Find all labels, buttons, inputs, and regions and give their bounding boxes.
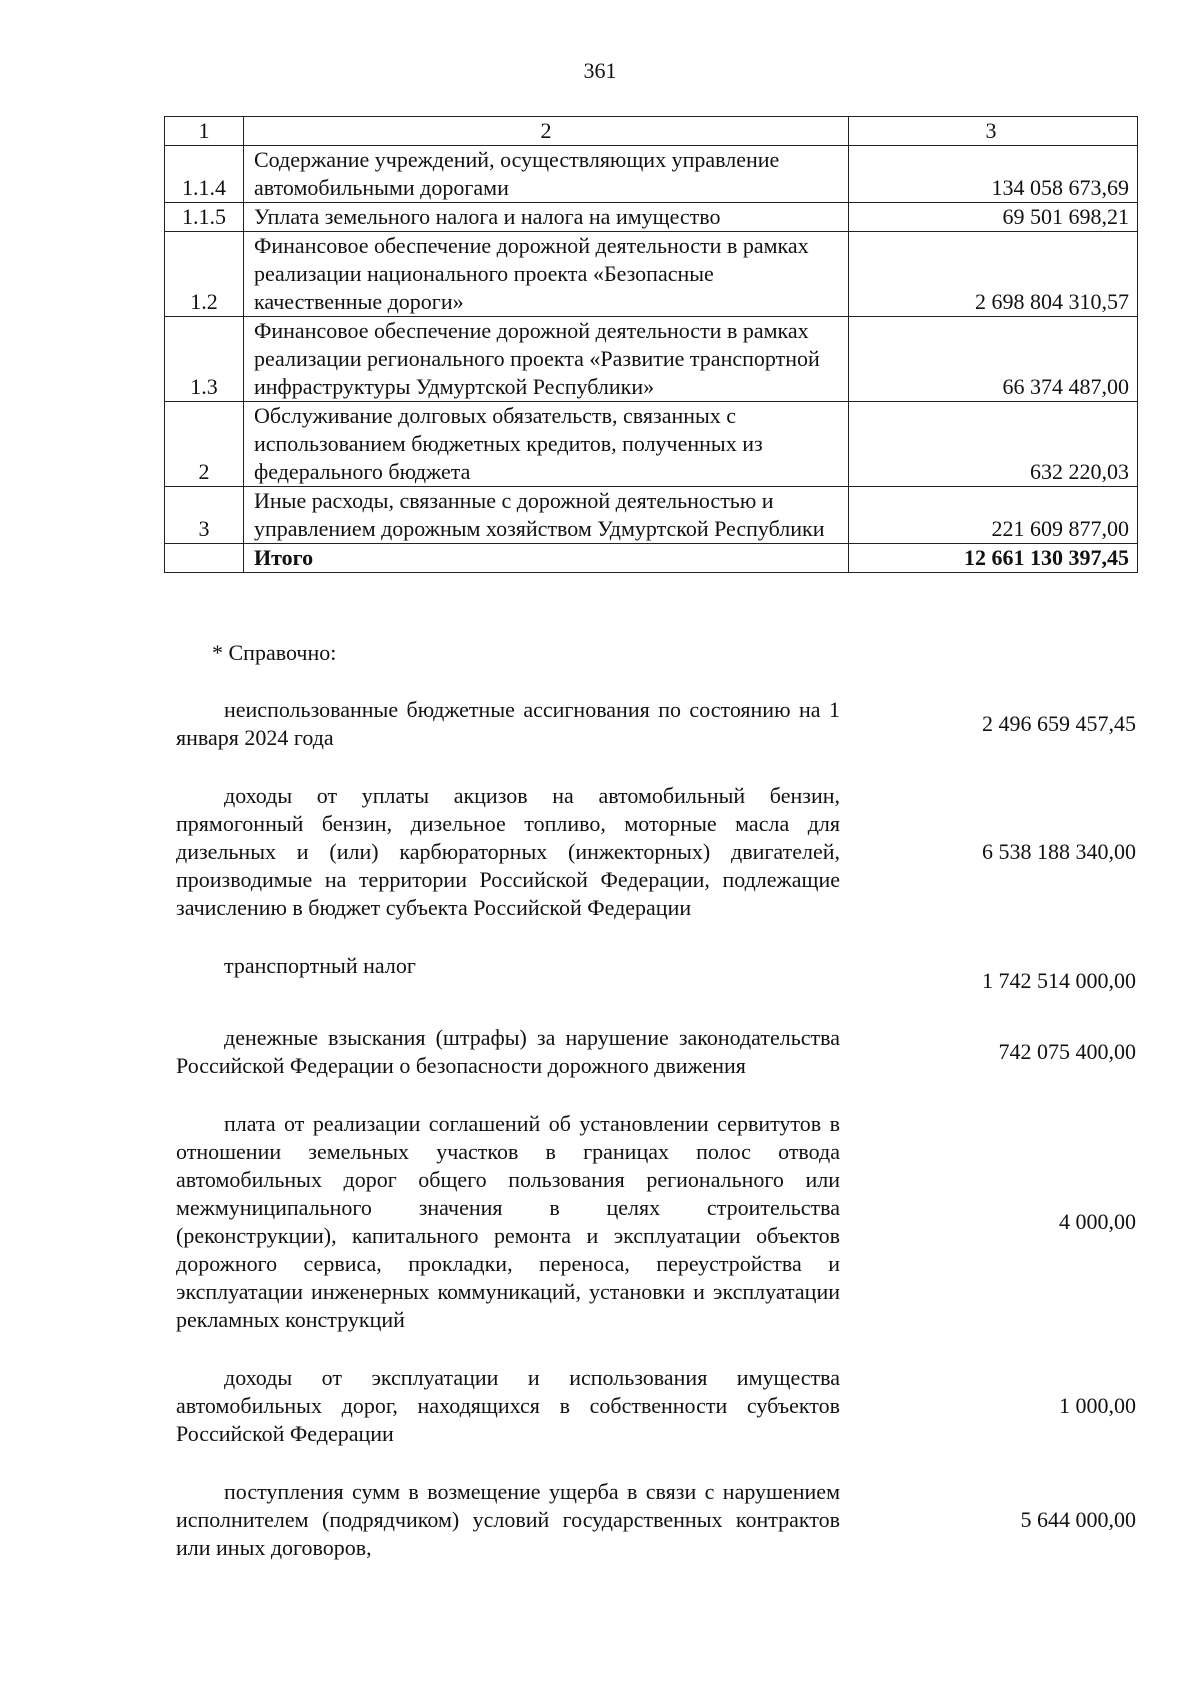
reference-text: плата от реализации соглашений об установлении сервитутов в отношении земельных участков в границах полос отвода автомобильных дорог общего пользования регионального или межмуниципального значения в целях строительства (реконструкции), капитального ремонта и эксплуатации объектов дорожного сервиса, прокладки, переноса, переустройства и эксплуатации инженерных коммуникаций, установки и эксплуатации рекламных конструкций: [176, 1111, 840, 1332]
list-item: [176, 952, 1136, 994]
row-number: 1.1.4: [165, 146, 244, 203]
reference-text: доходы от уплаты акцизов на автомобильный бензин, прямогонный бензин, дизельное топливо, моторные масла для дизельных и (или) карбюраторных (инжекторных) двигателей, производимые на территории Российской Федерации, подлежащие зачислению в бюджет субъекта Российской Федерации: [176, 783, 840, 920]
reference-value: 742 075 400,00: [998, 1039, 1136, 1064]
row-name: Уплата земельного налога и налога на имущество: [244, 203, 849, 232]
row-amount: 632 220,03: [849, 402, 1138, 487]
row-name: Содержание учреждений, осуществляющих управление автомобильными дорогами: [244, 146, 849, 203]
list-item: [176, 782, 1136, 922]
list-item: [176, 1024, 1136, 1080]
row-name: Финансовое обеспечение дорожной деятельности в рамках реализации национального проекта «Безопасные качественные дороги»: [244, 232, 849, 317]
row-name: Финансовое обеспечение дорожной деятельности в рамках реализации регионального проекта «Развитие транспортной инфраструктуры Удмуртской Республики»: [244, 317, 849, 402]
reference-text: денежные взыскания (штрафы) за нарушение законодательства Российской Федерации о безопасности дорожного движения: [176, 1025, 840, 1078]
row-amount: 69 501 698,21: [849, 203, 1138, 232]
reference-value: 1 000,00: [1059, 1393, 1136, 1418]
row-amount: 221 609 877,00: [849, 487, 1138, 544]
row-number: 3: [165, 487, 244, 544]
table-header-row: [165, 117, 1138, 146]
header-col-2: 2: [244, 117, 849, 146]
table-row: [165, 203, 1138, 232]
total-label: Итого: [244, 544, 849, 573]
row-number: 1.2: [165, 232, 244, 317]
row-name: Обслуживание долговых обязательств, связанных с использованием бюджетных кредитов, полученных из федерального бюджета: [244, 402, 849, 487]
reference-value: 2 496 659 457,45: [982, 711, 1136, 736]
reference-value: 4 000,00: [1059, 1209, 1136, 1234]
list-item: [176, 696, 1136, 752]
row-name: Иные расходы, связанные с дорожной деятельностью и управлением дорожным хозяйством Удмуртской Республики: [244, 487, 849, 544]
table-row: [165, 402, 1138, 487]
header-col-1: 1: [165, 117, 244, 146]
reference-text: неиспользованные бюджетные ассигнования по состоянию на 1 января 2024 года: [176, 697, 840, 750]
budget-table: [164, 116, 1138, 573]
row-number: 2: [165, 402, 244, 487]
header-col-3: 3: [849, 117, 1138, 146]
row-amount: 134 058 673,69: [849, 146, 1138, 203]
row-number: 1.1.5: [165, 203, 244, 232]
row-amount: 2 698 804 310,57: [849, 232, 1138, 317]
list-item: [176, 1110, 1136, 1334]
total-amount: 12 661 130 397,45: [849, 544, 1138, 573]
reference-title: * Справочно:: [212, 640, 337, 665]
table-row: [165, 317, 1138, 402]
reference-value: 1 742 514 000,00: [982, 968, 1136, 993]
table-row: [165, 232, 1138, 317]
reference-value: 6 538 188 340,00: [982, 839, 1136, 864]
reference-text: транспортный налог: [224, 953, 416, 978]
reference-text: поступления сумм в возмещение ущерба в связи с нарушением исполнителем (подрядчиком) условий государственных контрактов или иных договоров,: [176, 1479, 840, 1560]
table-total-row: [165, 544, 1138, 573]
reference-value: 5 644 000,00: [1020, 1507, 1136, 1532]
table-row: [165, 487, 1138, 544]
reference-list: [176, 696, 1136, 1562]
list-item: [176, 1478, 1136, 1562]
row-number: 1.3: [165, 317, 244, 402]
list-item: [176, 1364, 1136, 1448]
total-number-empty: [165, 544, 244, 573]
table-row: [165, 146, 1138, 203]
page-number: 361: [583, 58, 617, 83]
reference-text: доходы от эксплуатации и использования имущества автомобильных дорог, находящихся в собственности субъектов Российской Федерации: [176, 1365, 840, 1446]
row-amount: 66 374 487,00: [849, 317, 1138, 402]
